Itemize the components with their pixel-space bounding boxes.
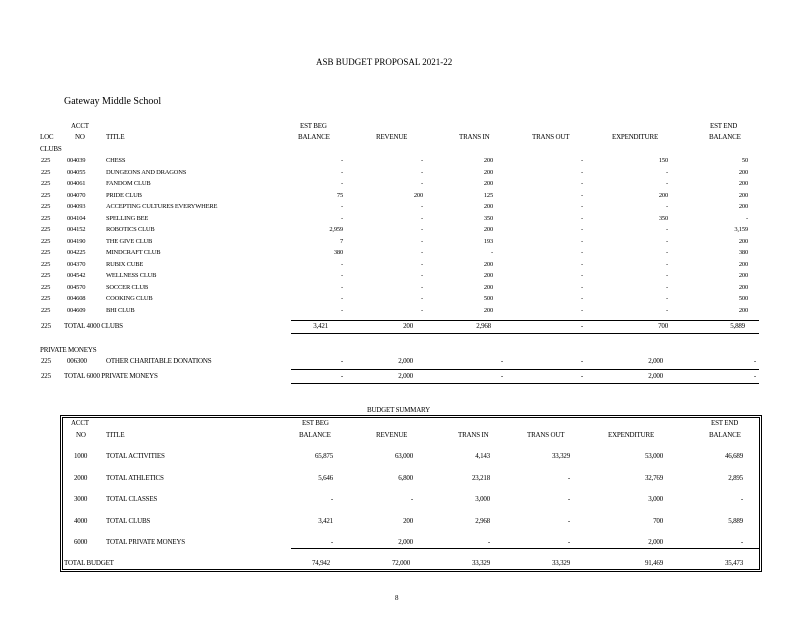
row-end: 3,159 bbox=[734, 226, 748, 233]
row-title: RUBIX CUBE bbox=[106, 260, 144, 268]
row-acct: 004093 bbox=[67, 203, 86, 210]
summary-row-title: TOTAL CLUBS bbox=[106, 516, 151, 525]
page-number: 8 bbox=[395, 594, 399, 602]
private-total-loc: 225 bbox=[41, 372, 51, 380]
private-row-end: - bbox=[753, 357, 756, 365]
row-title: THE GIVE CLUB bbox=[106, 237, 153, 245]
row-loc: 225 bbox=[41, 295, 51, 302]
private-total-rule bbox=[291, 369, 759, 370]
header-transout: TRANS OUT bbox=[532, 133, 570, 141]
summary-row-tin: - bbox=[487, 538, 490, 546]
private-total-underline bbox=[291, 383, 759, 384]
summary-row-acct: 2000 bbox=[74, 473, 88, 482]
row-title: MINDCRAFT CLUB bbox=[106, 249, 161, 256]
summary-row-acct: 3000 bbox=[74, 495, 88, 503]
row-loc: 225 bbox=[41, 237, 51, 245]
summary-row-tin: 2,968 bbox=[475, 516, 490, 525]
summary-row-acct: 4000 bbox=[74, 516, 88, 525]
row-exp: - bbox=[666, 295, 668, 302]
row-end: 50 bbox=[741, 157, 748, 164]
row-beg: - bbox=[341, 260, 343, 268]
summary-row-tout: 33,329 bbox=[551, 452, 570, 460]
summary-row-title: TOTAL PRIVATE MONEYS bbox=[106, 538, 185, 546]
summary-row-tin: 3,000 bbox=[475, 495, 490, 503]
row-beg: 75 bbox=[336, 191, 343, 199]
header-expenditure: EXPENDITURE bbox=[612, 133, 659, 141]
summary-header-estend-bottom: BALANCE bbox=[709, 431, 741, 439]
row-rev: 200 bbox=[413, 191, 423, 199]
row-end: 200 bbox=[738, 283, 748, 291]
row-title: DUNGEONS AND DRAGONS bbox=[106, 168, 187, 176]
row-exp: - bbox=[666, 168, 668, 176]
row-loc: 225 bbox=[41, 157, 51, 164]
row-acct: 004061 bbox=[67, 180, 86, 187]
row-end: - bbox=[746, 214, 748, 222]
row-acct: 004609 bbox=[67, 306, 86, 314]
header-loc: LOC bbox=[40, 133, 54, 141]
row-title: PRIDE CLUB bbox=[106, 191, 142, 199]
row-tout: - bbox=[581, 283, 583, 291]
private-total-tin: - bbox=[500, 372, 503, 380]
row-rev: - bbox=[421, 157, 423, 164]
row-end: 200 bbox=[738, 168, 748, 176]
row-beg: 7 bbox=[339, 237, 343, 245]
summary-total-title: TOTAL BUDGET bbox=[64, 559, 114, 567]
row-tin: 200 bbox=[483, 180, 493, 187]
row-loc: 225 bbox=[41, 168, 51, 176]
row-exp: 350 bbox=[658, 214, 668, 222]
clubs-total-end: 5,889 bbox=[730, 322, 745, 330]
row-loc: 225 bbox=[41, 191, 51, 199]
summary-row-acct: 1000 bbox=[74, 452, 88, 460]
summary-row-exp: 32,769 bbox=[644, 473, 663, 482]
summary-row-beg: 5,646 bbox=[318, 473, 333, 482]
row-tin: 350 bbox=[483, 214, 493, 222]
row-acct: 004370 bbox=[67, 260, 86, 268]
summary-header-expenditure: EXPENDITURE bbox=[608, 431, 655, 439]
row-title: ROBOTICS CLUB bbox=[106, 226, 155, 233]
summary-title: BUDGET SUMMARY bbox=[367, 406, 430, 414]
summary-row-exp: 2,000 bbox=[648, 538, 663, 546]
header-acct-top: ACCT bbox=[71, 122, 89, 130]
row-end: 200 bbox=[738, 237, 748, 245]
private-row-exp: 2,000 bbox=[648, 357, 663, 365]
row-beg: - bbox=[341, 180, 343, 187]
summary-header-transin: TRANS IN bbox=[458, 431, 489, 439]
summary-row-beg: 65,875 bbox=[314, 452, 333, 460]
clubs-total-exp: 700 bbox=[658, 322, 668, 330]
row-tin: 500 bbox=[483, 295, 493, 302]
summary-header-estbeg-top: EST BEG bbox=[302, 419, 329, 427]
summary-row-tout: - bbox=[567, 516, 570, 525]
header-title: TITLE bbox=[106, 133, 125, 141]
row-exp: - bbox=[666, 249, 668, 256]
row-tout: - bbox=[581, 180, 583, 187]
row-exp: - bbox=[666, 237, 668, 245]
clubs-total-underline bbox=[291, 333, 759, 334]
summary-row-end: 2,895 bbox=[728, 473, 743, 482]
row-exp: - bbox=[666, 260, 668, 268]
row-rev: - bbox=[421, 283, 423, 291]
row-loc: 225 bbox=[41, 283, 51, 291]
row-rev: - bbox=[421, 260, 423, 268]
private-section-label: PRIVATE MONEYS bbox=[40, 346, 97, 354]
private-row-acct: 006300 bbox=[67, 357, 87, 365]
row-beg: - bbox=[341, 214, 343, 222]
row-exp: - bbox=[666, 306, 668, 314]
row-tout: - bbox=[581, 168, 583, 176]
row-tin: 200 bbox=[483, 283, 493, 291]
row-tout: - bbox=[581, 226, 583, 233]
row-end: 200 bbox=[738, 180, 748, 187]
row-title: BHI CLUB bbox=[106, 306, 135, 314]
private-total-beg: - bbox=[340, 372, 343, 380]
row-tout: - bbox=[581, 260, 583, 268]
header-estend-bottom: BALANCE bbox=[709, 133, 741, 141]
header-estbeg-bottom: BALANCE bbox=[298, 133, 330, 141]
private-row-loc: 225 bbox=[41, 357, 51, 365]
summary-header-acct-top: ACCT bbox=[71, 419, 89, 427]
private-total-title: TOTAL 6000 PRIVATE MONEYS bbox=[64, 372, 158, 380]
row-acct: 004039 bbox=[67, 157, 86, 164]
row-exp: - bbox=[666, 272, 668, 279]
summary-row-tout: - bbox=[567, 538, 570, 546]
row-beg: - bbox=[341, 272, 343, 279]
row-acct: 004070 bbox=[67, 191, 86, 199]
summary-total-end: 35,473 bbox=[724, 559, 743, 567]
row-exp: - bbox=[666, 283, 668, 291]
summary-header-acct-no: NO bbox=[76, 431, 86, 439]
summary-total-beg: 74,942 bbox=[311, 559, 330, 567]
row-title: CHESS bbox=[106, 157, 126, 164]
header-acct-no: NO bbox=[75, 133, 85, 141]
row-tin: 200 bbox=[483, 157, 493, 164]
row-exp: 200 bbox=[658, 191, 668, 199]
row-tout: - bbox=[581, 157, 583, 164]
private-total-tout: - bbox=[580, 372, 583, 380]
summary-row-beg: - bbox=[330, 538, 333, 546]
row-exp: - bbox=[666, 180, 668, 187]
row-end: 200 bbox=[738, 272, 748, 279]
row-beg: - bbox=[341, 157, 343, 164]
clubs-total-title: TOTAL 4000 CLUBS bbox=[64, 322, 123, 330]
row-beg: - bbox=[341, 295, 343, 302]
row-end: 200 bbox=[738, 203, 748, 210]
row-end: 200 bbox=[738, 260, 748, 268]
row-acct: 004055 bbox=[67, 168, 86, 176]
row-acct: 004570 bbox=[67, 283, 86, 291]
row-tin: 200 bbox=[483, 226, 493, 233]
row-tin: 200 bbox=[483, 203, 493, 210]
header-revenue: REVENUE bbox=[376, 133, 408, 141]
row-acct: 004190 bbox=[67, 237, 86, 245]
summary-total-tout: 33,329 bbox=[551, 559, 570, 567]
row-rev: - bbox=[421, 249, 423, 256]
summary-row-tin: 4,143 bbox=[475, 452, 490, 460]
summary-header-title: TITLE bbox=[106, 431, 125, 439]
row-loc: 225 bbox=[41, 180, 51, 187]
summary-row-end: - bbox=[740, 495, 743, 503]
summary-row-rev: 63,000 bbox=[394, 452, 413, 460]
private-row-tout: - bbox=[580, 357, 583, 365]
row-tin: 200 bbox=[483, 260, 493, 268]
row-rev: - bbox=[421, 180, 423, 187]
summary-total-rev: 72,000 bbox=[391, 559, 410, 567]
header-estend-top: EST END bbox=[710, 122, 738, 130]
summary-total-exp: 91,469 bbox=[644, 559, 663, 567]
summary-row-tin: 23,218 bbox=[471, 473, 490, 482]
row-loc: 225 bbox=[41, 226, 51, 233]
row-tout: - bbox=[581, 214, 583, 222]
row-tin: - bbox=[491, 249, 493, 256]
clubs-total-beg: 3,421 bbox=[313, 322, 328, 330]
row-rev: - bbox=[421, 226, 423, 233]
row-loc: 225 bbox=[41, 203, 51, 210]
clubs-total-loc: 225 bbox=[41, 322, 51, 330]
summary-header-revenue: REVENUE bbox=[376, 431, 408, 439]
row-title: SPELLING BEE bbox=[106, 214, 149, 222]
summary-row-end: 46,689 bbox=[724, 452, 743, 460]
row-tin: 200 bbox=[483, 168, 493, 176]
summary-header-transout: TRANS OUT bbox=[527, 431, 565, 439]
row-rev: - bbox=[421, 272, 423, 279]
row-loc: 225 bbox=[41, 272, 51, 279]
row-loc: 225 bbox=[41, 249, 51, 256]
row-rev: - bbox=[421, 306, 423, 314]
row-tout: - bbox=[581, 306, 583, 314]
private-row-tin: - bbox=[500, 357, 503, 365]
private-total-rev: 2,000 bbox=[398, 372, 413, 380]
clubs-section-label: CLUBS bbox=[40, 145, 62, 153]
summary-header-estbeg-bottom: BALANCE bbox=[299, 431, 331, 439]
row-loc: 225 bbox=[41, 214, 51, 222]
clubs-total-tout: - bbox=[580, 322, 583, 330]
row-loc: 225 bbox=[41, 306, 51, 314]
summary-row-rev: 6,800 bbox=[398, 473, 413, 482]
row-exp: 150 bbox=[658, 157, 668, 164]
row-tin: 200 bbox=[483, 272, 493, 279]
header-estbeg-top: EST BEG bbox=[300, 122, 327, 130]
row-beg: - bbox=[341, 306, 343, 314]
row-rev: - bbox=[421, 168, 423, 176]
school-name: Gateway Middle School bbox=[64, 96, 162, 107]
summary-row-exp: 53,000 bbox=[644, 452, 663, 460]
summary-row-tout: - bbox=[567, 473, 570, 482]
row-rev: - bbox=[421, 237, 423, 245]
header-transin: TRANS IN bbox=[459, 133, 490, 141]
private-row-beg: - bbox=[340, 357, 343, 365]
row-tout: - bbox=[581, 295, 583, 302]
summary-row-beg: - bbox=[330, 495, 333, 503]
clubs-total-rev: 200 bbox=[403, 322, 413, 330]
row-title: SOCCER CLUB bbox=[106, 283, 149, 291]
summary-row-tout: - bbox=[567, 495, 570, 503]
summary-row-title: TOTAL CLASSES bbox=[106, 495, 158, 503]
document-title: ASB BUDGET PROPOSAL 2021-22 bbox=[316, 57, 453, 67]
summary-row-beg: 3,421 bbox=[318, 516, 333, 525]
summary-row-exp: 3,000 bbox=[648, 495, 663, 503]
private-total-end: - bbox=[753, 372, 756, 380]
row-beg: 2,959 bbox=[329, 226, 343, 233]
clubs-total-rule bbox=[291, 320, 759, 321]
row-exp: - bbox=[666, 226, 668, 233]
row-title: ACCEPTING CULTURES EVERYWHERE bbox=[106, 203, 218, 210]
row-beg: - bbox=[341, 203, 343, 210]
private-total-exp: 2,000 bbox=[648, 372, 663, 380]
row-tout: - bbox=[581, 237, 583, 245]
row-acct: 004542 bbox=[67, 272, 86, 279]
summary-header-estend-top: EST END bbox=[711, 419, 739, 427]
row-tout: - bbox=[581, 272, 583, 279]
summary-row-rev: 200 bbox=[403, 516, 413, 525]
row-rev: - bbox=[421, 295, 423, 302]
row-end: 200 bbox=[738, 191, 748, 199]
summary-total-rule bbox=[291, 548, 759, 549]
row-acct: 004104 bbox=[67, 214, 86, 222]
summary-row-rev: - bbox=[410, 495, 413, 503]
row-tin: 193 bbox=[483, 237, 493, 245]
row-end: 380 bbox=[738, 249, 748, 256]
summary-row-exp: 700 bbox=[653, 516, 663, 525]
summary-row-title: TOTAL ATHLETICS bbox=[106, 473, 164, 482]
summary-row-end: 5,889 bbox=[728, 516, 743, 525]
clubs-total-tin: 2,968 bbox=[476, 322, 491, 330]
row-acct: 004608 bbox=[67, 295, 86, 302]
row-loc: 225 bbox=[41, 260, 51, 268]
row-title: FANDOM CLUB bbox=[106, 180, 151, 187]
summary-row-end: - bbox=[740, 538, 743, 546]
row-tin: 200 bbox=[483, 306, 493, 314]
row-acct: 004152 bbox=[67, 226, 86, 233]
row-acct: 004225 bbox=[67, 249, 86, 256]
row-end: 500 bbox=[738, 295, 748, 302]
row-rev: - bbox=[421, 214, 423, 222]
row-end: 200 bbox=[738, 306, 748, 314]
row-tout: - bbox=[581, 191, 583, 199]
private-row-title: OTHER CHARITABLE DONATIONS bbox=[106, 357, 212, 365]
row-tout: - bbox=[581, 249, 583, 256]
row-tout: - bbox=[581, 203, 583, 210]
summary-row-acct: 6000 bbox=[74, 538, 88, 546]
row-title: COOKING CLUB bbox=[106, 295, 153, 302]
row-rev: - bbox=[421, 203, 423, 210]
summary-total-tin: 33,329 bbox=[471, 559, 490, 567]
row-tin: 125 bbox=[483, 191, 493, 199]
summary-row-rev: 2,000 bbox=[398, 538, 413, 546]
row-beg: - bbox=[341, 283, 343, 291]
row-exp: - bbox=[666, 203, 668, 210]
summary-row-title: TOTAL ACTIVITIES bbox=[106, 452, 165, 460]
row-beg: - bbox=[341, 168, 343, 176]
private-row-rev: 2,000 bbox=[398, 357, 413, 365]
row-beg: 380 bbox=[333, 249, 343, 256]
row-title: WELLNESS CLUB bbox=[106, 272, 157, 279]
